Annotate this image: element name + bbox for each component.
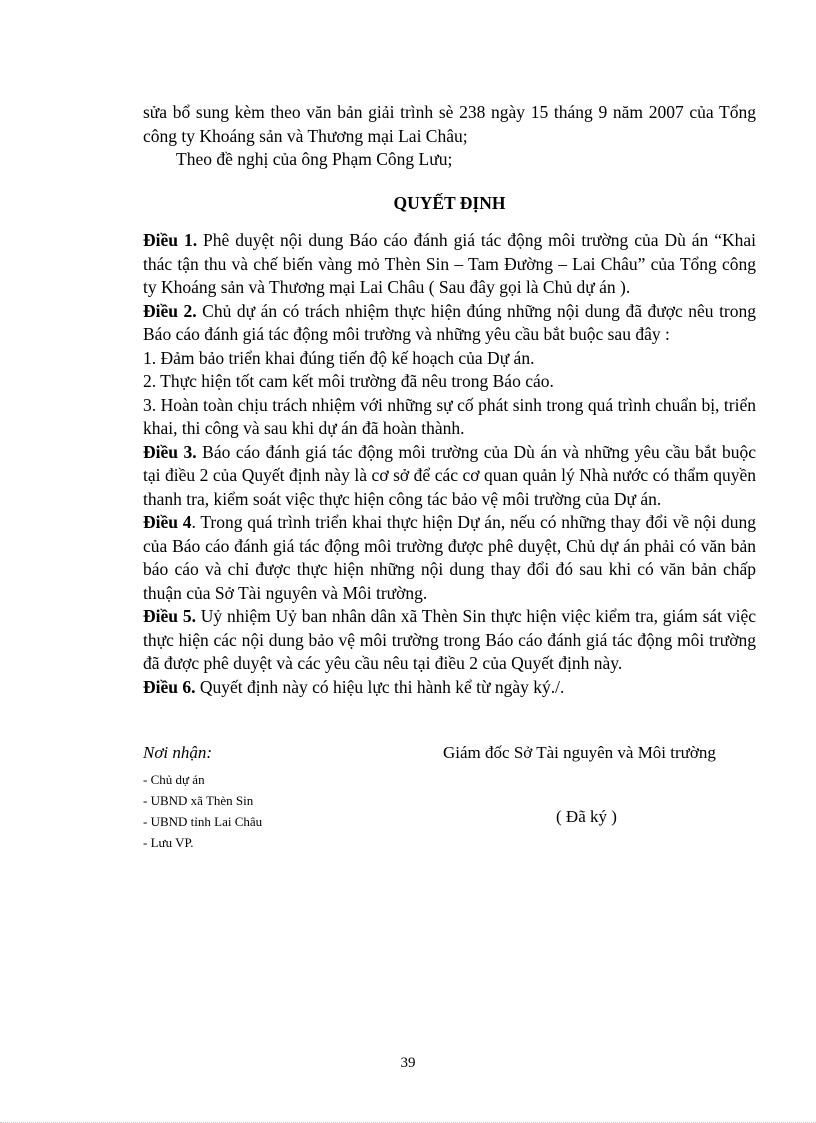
- article-text: Chủ dự án có trách nhiệm thực hiện đúng những nội dung đã được nêu trong Báo cáo đánh giá tác động môi trường và những yêu cầu bắt buộc sau đây :: [143, 300, 757, 344]
- article-4: [143, 511, 756, 605]
- article-label: Điều 6.: [143, 676, 196, 697]
- list-item: - Chủ dự án: [143, 772, 205, 787]
- list-item: 3. Hoàn toàn chịu trách nhiệm với những sự cố phát sinh trong quá trình chuẩn bị, triển khai, thi công và sau khi dự án đã hoàn thành.: [143, 394, 756, 438]
- article-2: [143, 300, 756, 347]
- signer-title: Giám đốc Sở Tài nguyên và Môi trường: [443, 743, 716, 762]
- list-item: - UBND xã Thèn Sin: [143, 793, 254, 808]
- article-label: Điều 4: [143, 512, 192, 532]
- article-6: [143, 676, 756, 700]
- signed-note: ( Đã ký ): [556, 807, 617, 826]
- article-text: . Trong quá trình triển khai thực hiện Dự án, nếu có những thay đổi về nội dung của Báo cáo đánh giá tác động môi trường được phê duyệt, Chủ dự án phải có văn bản báo cáo và chỉ được thực hiện những nội dung thay đổi đó sau khi có văn bản chấp thuận của Sở Tài nguyên và Môi trường.: [143, 512, 756, 603]
- article-3: [143, 441, 756, 512]
- article-label: Điều 1.: [143, 230, 198, 250]
- recipients-list: [143, 769, 262, 853]
- list-item: 2. Thực hiện tốt cam kết môi trường đã nêu trong Báo cáo.: [143, 371, 554, 391]
- article-text: Báo cáo đánh giá tác động môi trường của Dù án và những yêu cầu bắt buộc tại điều 2 của Quyết định này là cơ sở để các cơ quan quản lý Nhà nước có thẩm quyền thanh tra, kiểm soát việc thực hiện công tác bảo vệ môi trường của Dự án.: [143, 441, 757, 509]
- article-label: Điều 3.: [143, 441, 197, 462]
- intro-paragraph: sửa bổ sung kèm theo văn bản giải trình sè 238 ngày 15 tháng 9 năm 2007 của Tổng công ty Khoáng sản và Thương mại Lai Châu;: [143, 102, 756, 146]
- article-text: Phê duyệt nội dung Báo cáo đánh giá tác động môi trường của Dù án “Khai thác tận thu và chế biến vàng mỏ Thèn Sin – Tam Đường – Lai Châu” của Tổng công ty Khoáng sản và Thương mại Lai Châu ( Sau đây gọi là Chủ dự án ).: [143, 230, 757, 297]
- list-item: - Lưu VP.: [143, 835, 194, 850]
- article-label: Điều 2.: [143, 300, 197, 321]
- decision-heading: QUYẾT ĐỊNH: [393, 192, 506, 213]
- article-text: Quyết định này có hiệu lực thi hành kể từ ngày ký./.: [195, 676, 565, 697]
- list-item: - UBND tỉnh Lai Châu: [143, 814, 263, 829]
- page-number: 39: [400, 1055, 416, 1071]
- article-1: [143, 229, 756, 300]
- recipients-title: Nơi nhận:: [143, 743, 213, 762]
- list-item: 1. Đảm bảo triển khai đúng tiến độ kế hoạch của Dự án.: [143, 347, 535, 368]
- document-body: [143, 101, 756, 699]
- article-5: [143, 605, 756, 676]
- signature-block: [143, 743, 756, 863]
- article-text: Uỷ nhiệm Uỷ ban nhân dân xã Thèn Sin thực hiện việc kiểm tra, giám sát việc thực hiện các nội dung bảo vệ môi trường trong Báo cáo đánh giá tác động môi trường đã được phê duyệt và các yêu cầu nêu tại điều 2 của Quyết định này.: [143, 606, 756, 673]
- article-label: Điều 5.: [143, 606, 196, 626]
- proposal-paragraph: Theo đề nghị của ông Phạm Công Lưu;: [176, 149, 453, 169]
